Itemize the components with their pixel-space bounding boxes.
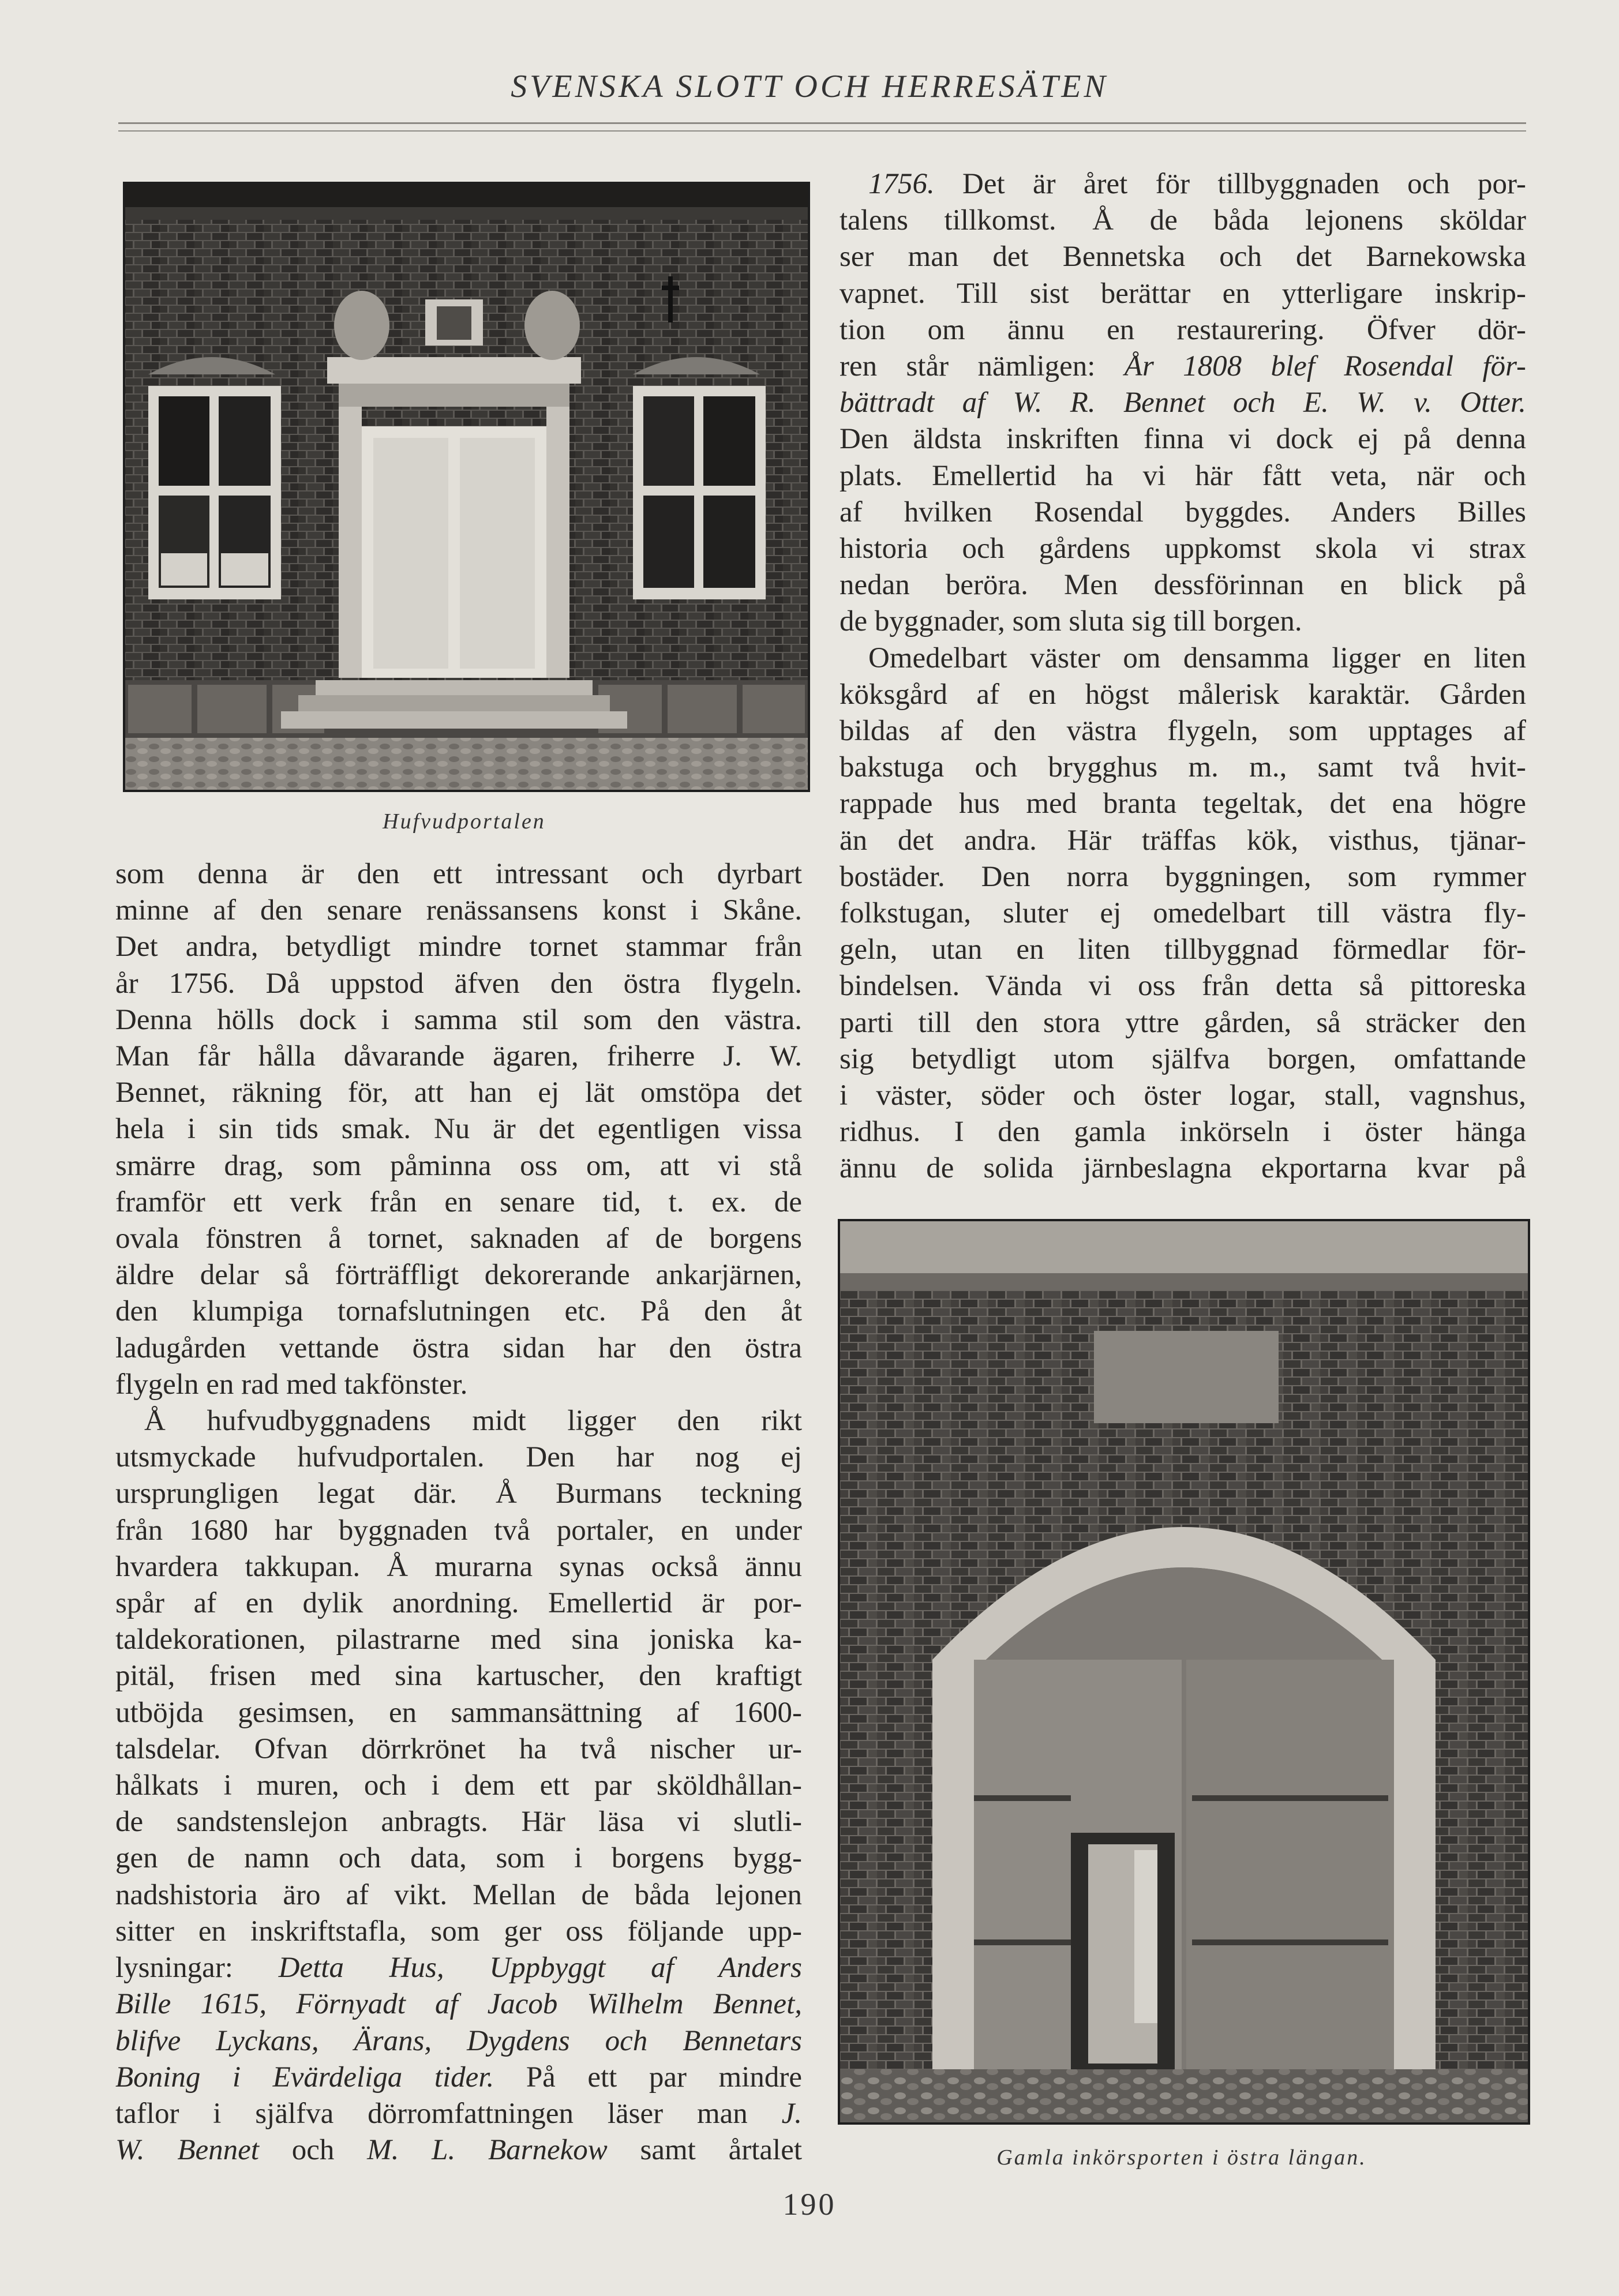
- text-line: bakstuga och brygghus m. m., samt två hvit-: [840, 751, 1526, 784]
- running-title: SVENSKA SLOTT OCH HERRESÄTEN: [511, 69, 1108, 104]
- text-line: gen de namn och data, som i borgens bygg-: [115, 1842, 802, 1875]
- left-paragraph-2: [115, 1403, 802, 1950]
- text-line: de byggnader, som sluta sig till borgen.: [840, 605, 1302, 638]
- text-line: minne af den senare renässansens konst i Skåne.: [115, 894, 802, 927]
- text-line: talens tillkomst. Å de båda lejonens sköldar: [840, 204, 1526, 237]
- text-line: historia och gårdens uppkomst skola vi strax: [840, 532, 1526, 565]
- left-column: [115, 856, 802, 2169]
- text-line: talsdelar. Ofvan dörrkrönet ha två nischer ur-: [115, 1732, 802, 1765]
- portal-photo: [123, 182, 810, 792]
- text-line: utböjda gesimsen, en sammansättning af 1600-: [115, 1696, 802, 1729]
- text-line: smärre drag, som påminna oss om, att vi stå: [115, 1149, 802, 1182]
- text-line: spår af en dylik anordning. Emellertid är por-: [115, 1587, 802, 1620]
- gate-photo: [838, 1219, 1530, 2125]
- text-line: tion om ännu en restaurering. Öfver dör-: [840, 313, 1526, 346]
- text-line: Denna hölls dock i samma stil som den västra.: [115, 1003, 802, 1036]
- text-line: sitter en inskriftstafla, som ger oss följande upp-: [115, 1915, 802, 1948]
- text-line: W. Bennet och M. L. Barnekow samt årtalet: [115, 2134, 803, 2167]
- right-paragraph-1-tail: [840, 421, 1526, 640]
- text-line: blifve Lyckans, Ärans, Dygdens och Bennetars: [115, 2024, 802, 2057]
- text-line: den klumpiga tornafslutningen etc. På den åt: [115, 1295, 802, 1328]
- text-line: äldre delar så förträffligt dekorerande ankarjärnen,: [115, 1259, 802, 1292]
- text-line: utsmyckade hufvudportalen. Den har nog ej: [115, 1441, 802, 1474]
- text-line: lysningar: Detta Hus, Uppbyggt af Anders: [115, 1952, 802, 1984]
- text-line: 1756. Det är året för tillbyggnaden och por-: [868, 168, 1526, 200]
- portal-caption: Hufvudportalen: [383, 809, 546, 834]
- text-line: köksgård af en högst målerisk karaktär. Gården: [840, 678, 1526, 711]
- gate-caption: Gamla inkörsporten i östra längan.: [996, 2145, 1367, 2170]
- text-line: plats. Emellertid ha vi här fått veta, när och: [840, 459, 1526, 492]
- text-line: hela i sin tids smak. Nu är det egentligen vissa: [115, 1113, 802, 1146]
- text-line: rappade hus med branta tegeltak, det ena högre: [840, 787, 1526, 820]
- text-line: vapnet. Till sist berättar en ytterligare inskrip-: [840, 277, 1526, 310]
- text-line: Å hufvudbyggnadens midt ligger den rikt: [144, 1405, 802, 1438]
- text-line: flygeln en rad med takfönster.: [115, 1368, 468, 1401]
- text-line: ridhus. I den gamla inkörseln i öster hänga: [840, 1116, 1526, 1149]
- text-line: de sandstenslejon anbragts. Här läsa vi slutli-: [115, 1806, 802, 1839]
- text-line: Den äldsta inskriften finna vi dock ej på denna: [840, 423, 1526, 456]
- text-line: taflor i själfva dörromfattningen läser man J.: [115, 2097, 802, 2130]
- text-line: Bennet, räkning för, att han ej lät omstöpa det: [115, 1076, 802, 1109]
- text-line: hvardera takkupan. Å murarna synas också ännu: [115, 1550, 802, 1583]
- text-line: än det andra. Här träffas kök, visthus, tjänar-: [840, 824, 1526, 857]
- text-line: ren står nämligen: År 1808 blef Rosendal för-: [840, 350, 1526, 383]
- text-line: Boning i Evärdeliga tider. På ett par mindre: [115, 2061, 802, 2094]
- text-line: ännu de solida järnbeslagna ekportarna kvar på: [840, 1152, 1526, 1185]
- text-line: Man får hålla dåvarande ägaren, friherre J. W.: [115, 1040, 802, 1073]
- left-paragraph-1: [115, 856, 802, 1403]
- text-line: geln, utan en liten tillbyggnad förmedlar för-: [840, 933, 1526, 966]
- text-line: sig betydligt utom själfva borgen, omfattande: [840, 1042, 1526, 1075]
- text-line: folkstugan, sluter ej omedelbart till västra fly-: [840, 897, 1526, 930]
- text-line: nedan beröra. Men dessförinnan en blick på: [840, 569, 1526, 602]
- text-line: ovala fönstren å tornet, saknaden af de borgens: [115, 1222, 802, 1255]
- right-paragraph-2: [840, 640, 1526, 1187]
- text-line: af hvilken Rosendal byggdes. Anders Billes: [840, 496, 1526, 528]
- text-line: pitäl, frisen med sina kartuscher, den kraftigt: [115, 1660, 802, 1693]
- text-line: framför ett verk från en senare tid, t. ex. de: [115, 1185, 802, 1218]
- text-line: nadshistoria äro af vikt. Mellan de båda lejonen: [115, 1878, 802, 1911]
- text-line: ser man det Bennetska och det Barnekowska: [840, 241, 1526, 273]
- text-line: taldekorationen, pilastrarne med sina joniska ka-: [115, 1623, 802, 1656]
- text-line: ladugården vettande östra sidan har den östra: [115, 1331, 802, 1364]
- text-line: Det andra, betydligt mindre tornet stammar från: [115, 931, 802, 963]
- text-line: Omedelbart väster om densamma ligger en liten: [868, 641, 1526, 674]
- header-rule: [118, 122, 1526, 124]
- text-line: hålkats i muren, och i dem ett par sköldhållan-: [115, 1769, 802, 1802]
- text-line: i väster, söder och öster logar, stall, vagnshus,: [840, 1079, 1526, 1112]
- text-line: som denna är den ett intressant och dyrbart: [115, 858, 802, 890]
- text-line: år 1756. Då uppstod äfven den östra flygeln.: [115, 967, 802, 1000]
- text-line: bostäder. Den norra byggningen, som rymmer: [840, 860, 1526, 893]
- right-column: [840, 166, 1526, 1187]
- text-line: bättradt af W. R. Bennet och E. W. v. Otter.: [840, 387, 1526, 419]
- right-paragraph-1: [840, 202, 1526, 348]
- text-line: parti till den stora yttre gården, så sträcker den: [840, 1006, 1526, 1039]
- text-line: bildas af den västra flygeln, som upptages af: [840, 715, 1526, 748]
- text-line: Bille 1615, Förnyadt af Jacob Wilhelm Bennet,: [115, 1988, 802, 2021]
- header-rule-thin: [118, 130, 1526, 132]
- text-line: ursprungligen legat där. Å Burmans teckning: [115, 1477, 802, 1510]
- page-number: 190: [782, 2187, 837, 2222]
- text-line: från 1680 har byggnaden två portaler, en under: [115, 1514, 802, 1547]
- text-line: bindelsen. Vända vi oss från detta så pittoreska: [840, 970, 1526, 1003]
